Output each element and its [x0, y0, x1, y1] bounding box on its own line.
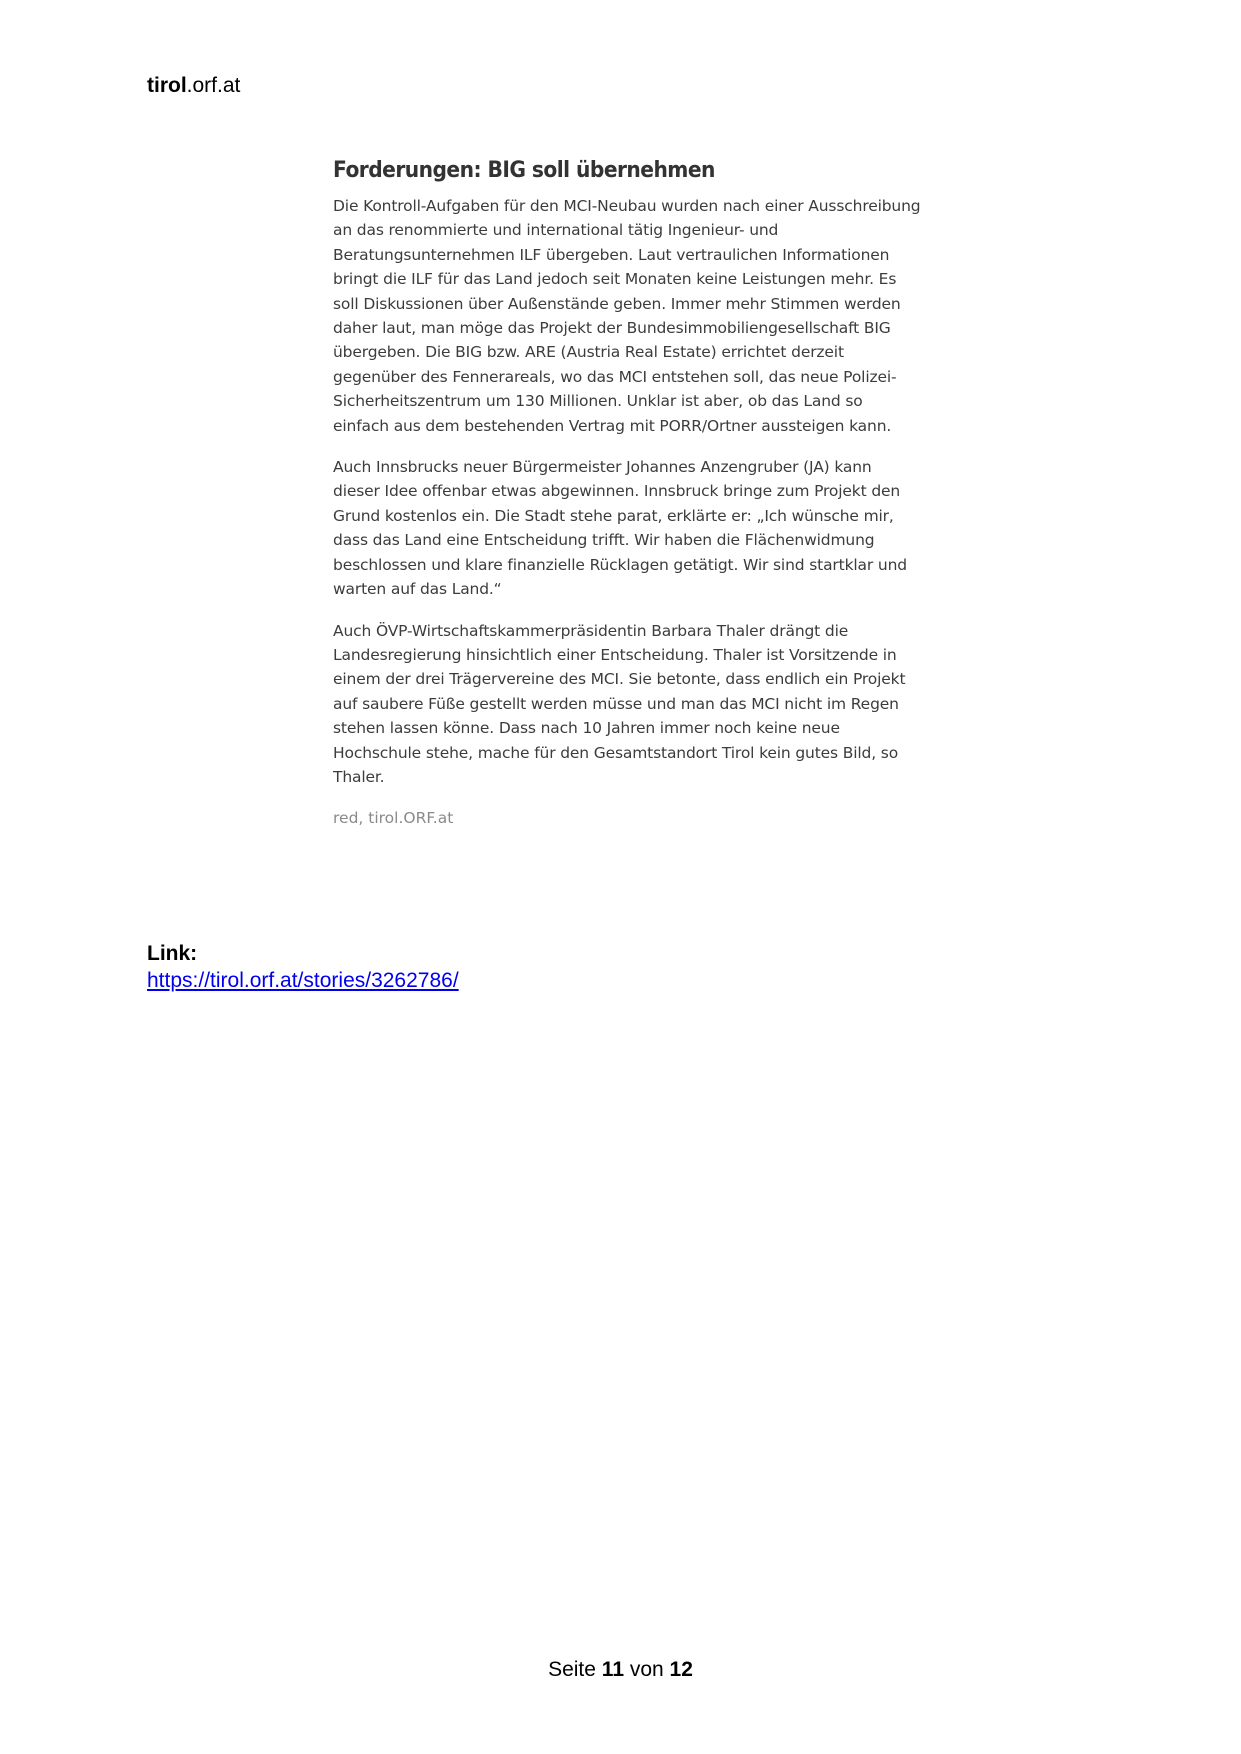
link-section: [147, 940, 459, 994]
article-title: Forderungen: BIG soll übernehmen: [333, 158, 715, 183]
brand-bold: tirol: [147, 74, 187, 97]
total-pages-number: 12: [669, 1658, 693, 1681]
link-label: Link:: [147, 942, 198, 965]
page-footer: [0, 1656, 1241, 1684]
site-header: [147, 72, 240, 100]
article-clipping: [333, 156, 923, 830]
article-paragraph-3: Auch ÖVP-Wirtschaftskammerpräsidentin Barbara Thaler drängt die Landesregierung hinsichtlich einer Entscheidung. Thaler ist Vorsitzende in einem der drei Trägervereine des MCI. Sie betonte, dass endlich ein Projekt auf saubere Füße gestellt werden müsse und man das MCI nicht im Regen stehen lassen könne. Dass nach 10 Jahren immer noch keine neue Hochschule stehe, mache für den Gesamtstandort Tirol kein gutes Bild, so Thaler.: [333, 621, 906, 786]
brand-rest: .orf.at: [186, 74, 241, 97]
article-source: red, tirol.ORF.at: [333, 809, 454, 828]
story-link[interactable]: https://tirol.orf.at/stories/3262786/: [147, 969, 459, 992]
current-page-number: 11: [601, 1658, 624, 1681]
page-separator: von: [629, 1658, 664, 1681]
page-prefix: Seite: [548, 1658, 596, 1681]
article-paragraph-1: Die Kontroll-Aufgaben für den MCI-Neubau wurden nach einer Ausschreibung an das renommierte und international tätig Ingenieur- und Beratungsunternehmen ILF übergeben. Laut vertraulichen Informationen bringt die ILF für das Land jedoch seit Monaten keine Leistungen mehr. Es soll Diskussionen über Außenstände geben. Immer mehr Stimmen werden daher laut, man möge das Projekt der Bundesimmobiliengesellschaft BIG übergeben. Die BIG bzw. ARE (Austria Real Estate) errichtet derzeit gegenüber des Fennerareals, wo das MCI entstehen soll, das neue Polizei-Sicherheitszentrum um 130 Millionen. Unklar ist aber, ob das Land so einfach aus dem bestehenden Vertrag mit PORR/Ortner aussteigen kann.: [333, 197, 921, 435]
article-paragraph-2: Auch Innsbrucks neuer Bürgermeister Johannes Anzengruber (JA) kann dieser Idee offenbar etwas abgewinnen. Innsbruck bringe zum Projekt den Grund kostenlos ein. Die Stadt stehe parat, erklärte er: „Ich wünsche mir, dass das Land eine Entscheidung trifft. Wir haben die Flächenwidmung beschlossen und klare finanzielle Rücklagen getätigt. Wir sind startklar und warten auf das Land.“: [333, 458, 907, 599]
